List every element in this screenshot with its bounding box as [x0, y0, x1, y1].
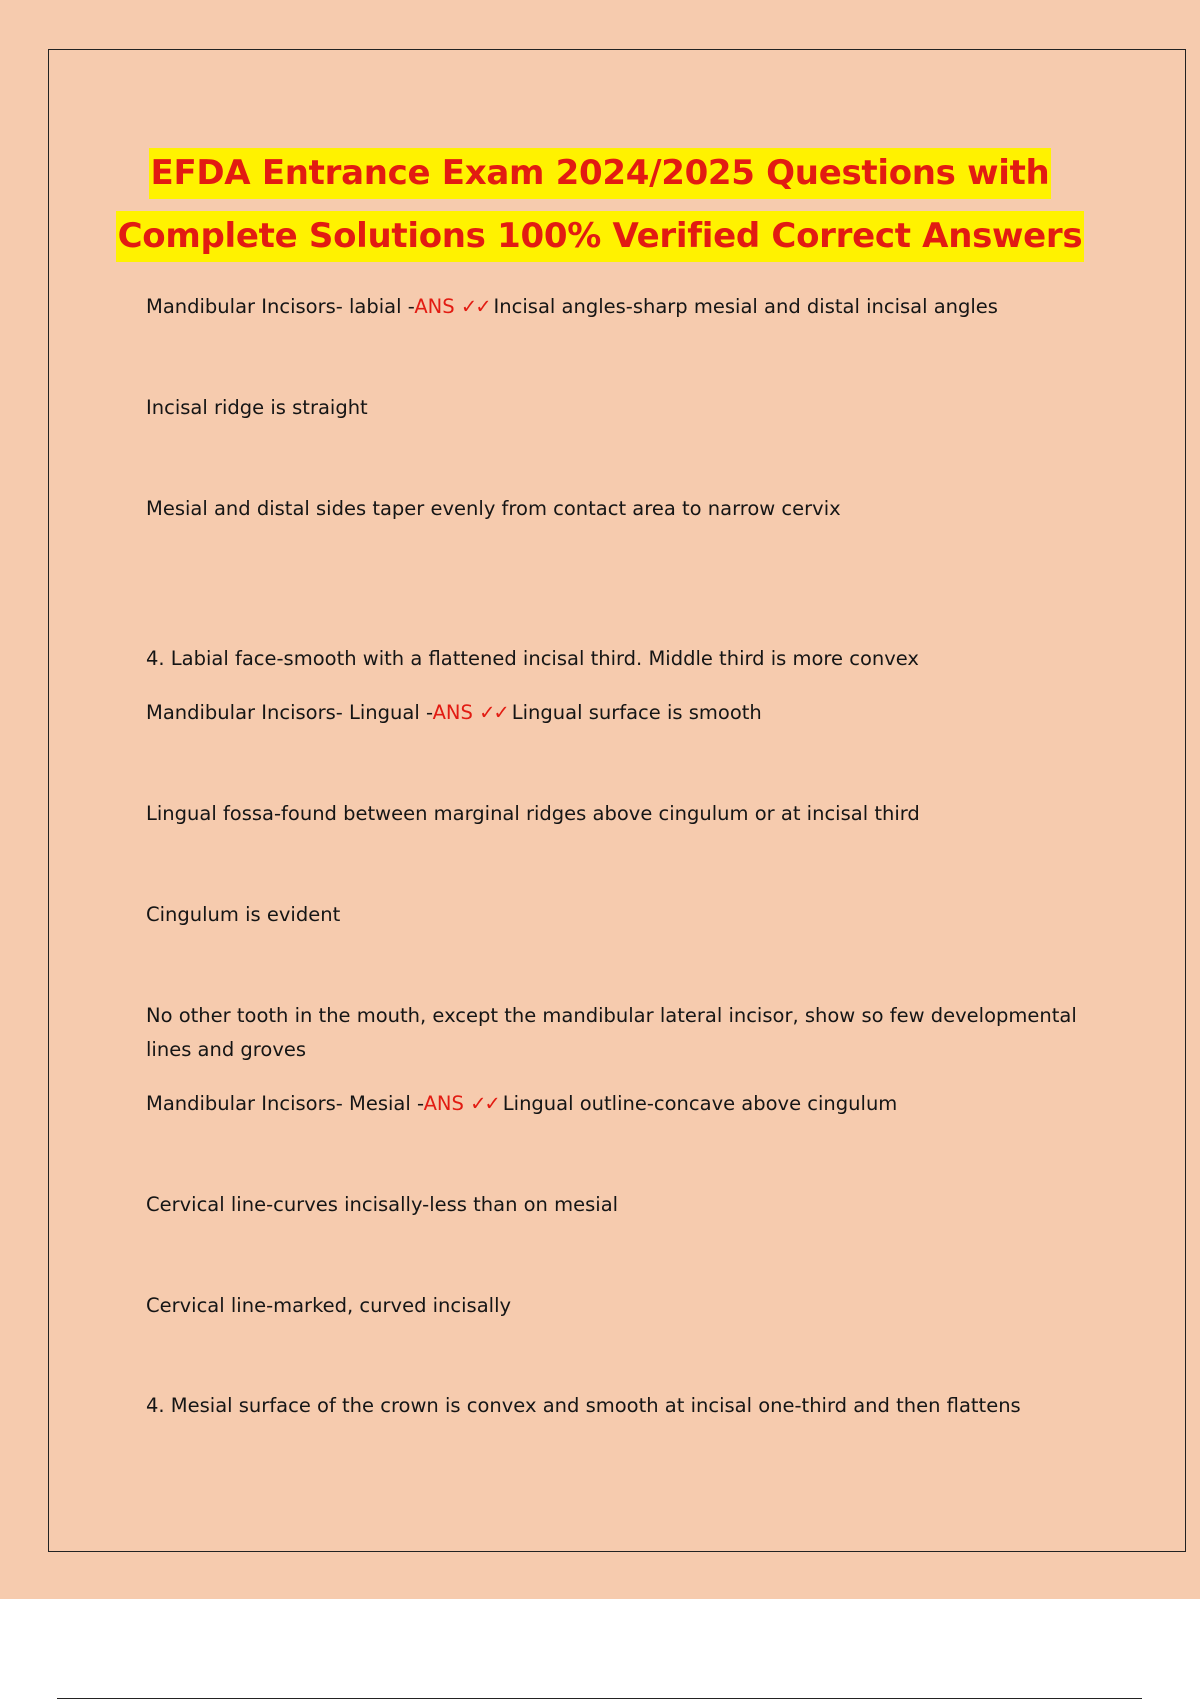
question-text: Mandibular Incisors- Lingual -: [146, 701, 433, 724]
answer-text: Lingual surface is smooth: [511, 701, 762, 724]
document-title-line-1: EFDA Entrance Exam 2024/2025 Questions with: [0, 156, 1200, 190]
entry-3-question: [146, 1087, 1106, 1121]
question-text: Mandibular Incisors- Mesial -: [146, 1092, 424, 1115]
entry-2-answer-line: Lingual fossa-found between marginal ridges above cingulum or at incisal third: [146, 802, 920, 825]
entry-2-question: [146, 696, 1106, 730]
check-icon: ✓✓: [470, 1092, 499, 1115]
entry-2-answer-line: Cingulum is evident: [146, 903, 341, 926]
entry-3-answer-line: Cervical line-curves incisally-less than on mesial: [146, 1193, 619, 1216]
check-icon: ✓✓: [460, 295, 490, 318]
entry-1-answer-line: Incisal ridge is straight: [146, 396, 368, 419]
entry-1-answer-line: Mesial and distal sides taper evenly from contact area to narrow cervix: [146, 497, 841, 520]
entry-2-answer-line: No other tooth in the mouth, except the mandibular lateral incisor, show so few developmental lines and groves: [146, 1004, 1077, 1061]
footer-divider: [57, 1698, 1142, 1699]
question-text: Mandibular Incisors- labial -: [146, 295, 415, 318]
entry-1-answer-line: 4. Labial face-smooth with a flattened incisal third. Middle third is more convex: [146, 647, 919, 670]
check-icon: ✓✓: [479, 701, 508, 724]
entry-1-question: [146, 290, 1106, 324]
entry-3-answer-line: 4. Mesial surface of the crown is convex and smooth at incisal one-third and then flattens: [146, 1394, 1021, 1417]
entry-3-answer-line: Cervical line-marked, curved incisally: [146, 1294, 512, 1317]
answer-marker: ANS: [423, 1092, 464, 1115]
document-title-line-2: Complete Solutions 100% Verified Correct Answers: [0, 219, 1200, 253]
answer-marker: ANS: [414, 295, 455, 318]
answer-marker: ANS: [432, 701, 473, 724]
answer-text: Incisal angles-sharp mesial and distal incisal angles: [493, 295, 998, 318]
answer-text: Lingual outline-concave above cingulum: [502, 1092, 898, 1115]
